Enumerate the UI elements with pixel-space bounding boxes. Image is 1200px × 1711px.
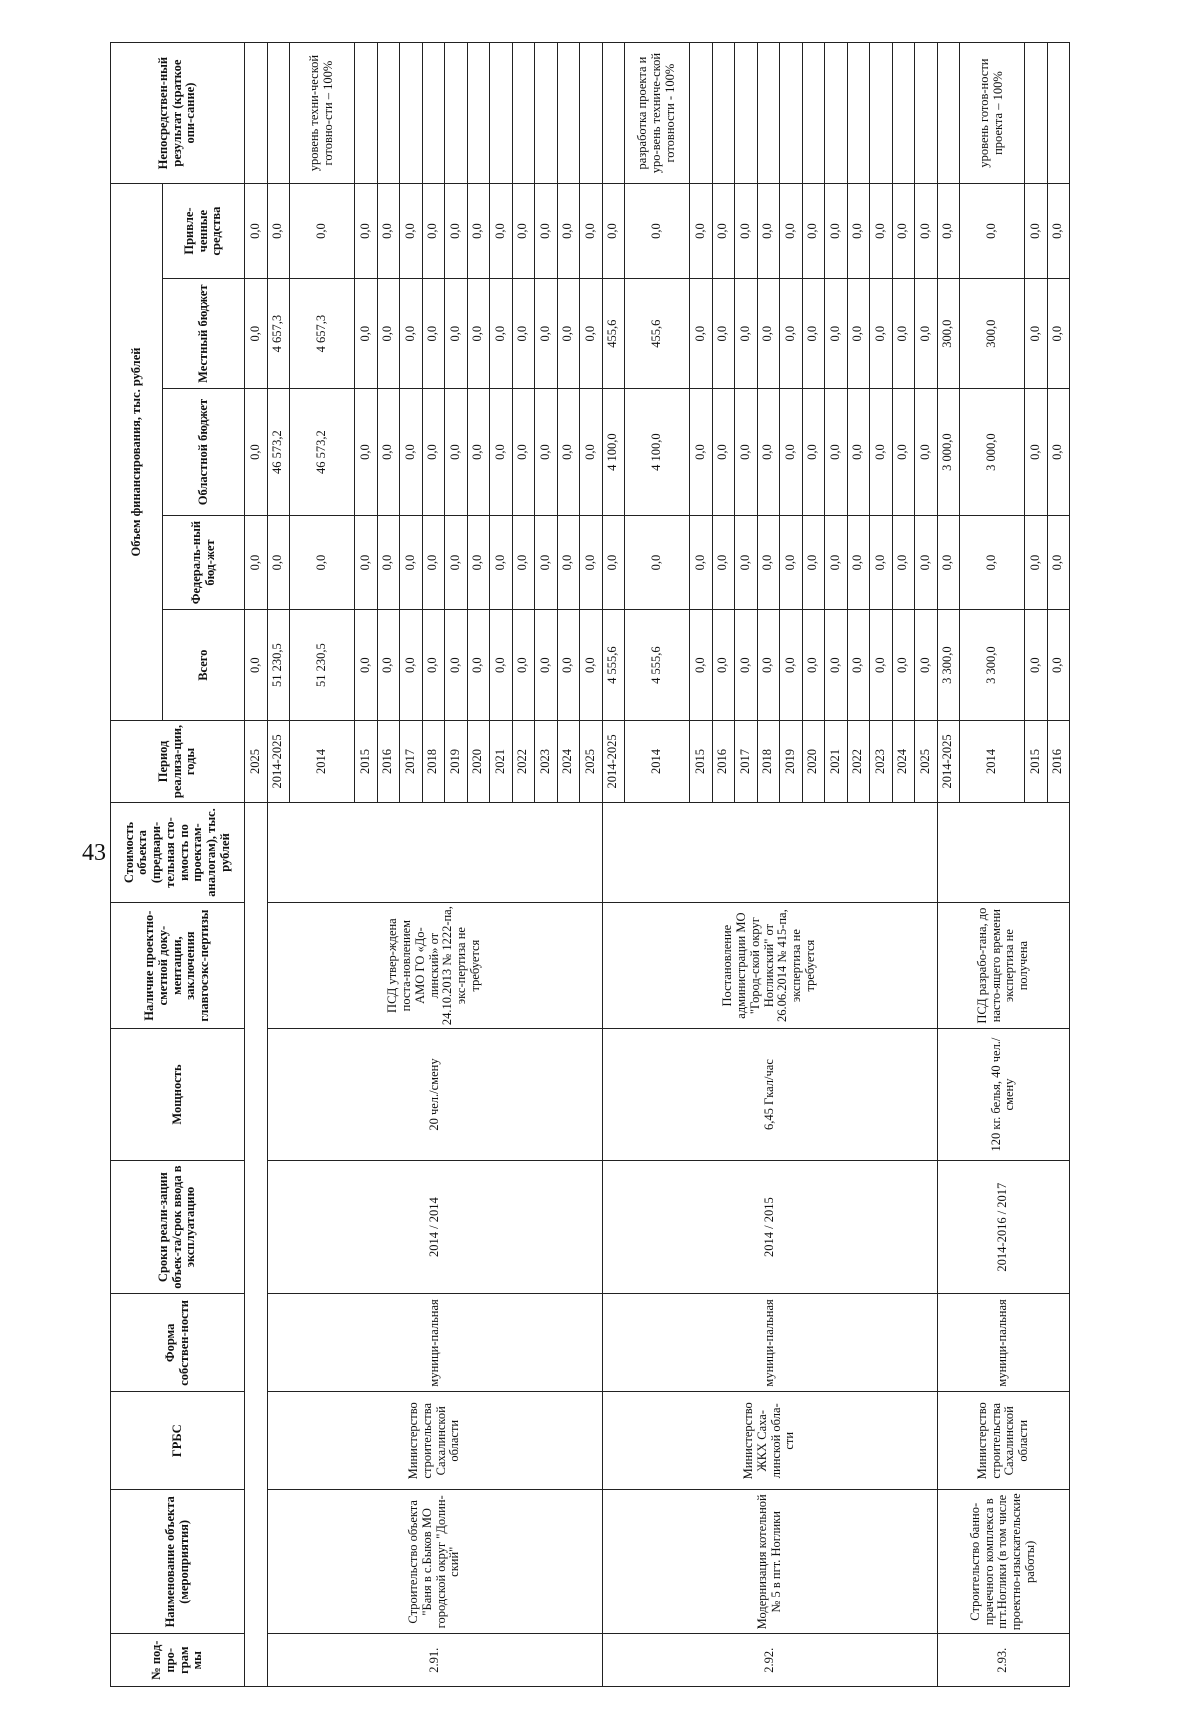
- cell-year: 2014-2025: [602, 720, 625, 802]
- cell-local: 0,0: [1047, 278, 1070, 389]
- cell-year: 2024: [557, 720, 580, 802]
- cell-local: 0,0: [892, 278, 915, 389]
- cell-attracted: 0,0: [445, 184, 468, 279]
- object-ownership: муници-пальная: [937, 1294, 1070, 1392]
- cell-attracted: 0,0: [780, 184, 803, 279]
- cell-federal: 0,0: [290, 515, 355, 610]
- object-name: Модернизация котельной № 5 в пгт. Ноглики: [602, 1490, 937, 1634]
- header-total: Всего: [163, 610, 245, 721]
- cell-federal: 0,0: [847, 515, 870, 610]
- cell-regional: 0,0: [535, 389, 558, 515]
- cell-local: 455,6: [602, 278, 625, 389]
- cell-attracted: 0,0: [422, 184, 445, 279]
- cell-year: 2014: [290, 720, 355, 802]
- cell-total: 0,0: [355, 610, 378, 721]
- object-name: Строительство банно-прачечного комплекса в пгт.Ноглики (в том числе проектно-изыскательские работы): [937, 1490, 1070, 1634]
- cell-regional: 0,0: [1025, 389, 1048, 515]
- header-terms: Сроки реали-зации объек-та/срок ввода в эксплуатацию: [111, 1160, 245, 1294]
- cell-local: 0,0: [400, 278, 423, 389]
- cell-total: 0,0: [690, 610, 713, 721]
- cell-federal: 0,0: [892, 515, 915, 610]
- cell-regional: 4 100,0: [625, 389, 690, 515]
- cell-federal: 0,0: [937, 515, 960, 610]
- cell-attracted: 0,0: [915, 184, 938, 279]
- cell-year: 2014: [625, 720, 690, 802]
- table-cell: [467, 43, 490, 184]
- cell-regional: 0,0: [735, 389, 758, 515]
- header-ownership: Форма собствен-ности: [111, 1294, 245, 1392]
- cell-local: 0,0: [757, 278, 780, 389]
- cell-regional: 0,0: [892, 389, 915, 515]
- header-period: Период реализа-ции, годы: [111, 720, 245, 802]
- cell-total: 0,0: [712, 610, 735, 721]
- cell-year: 2025: [580, 720, 603, 802]
- cell-regional: 0,0: [825, 389, 848, 515]
- cell-federal: 0,0: [915, 515, 938, 610]
- cell-federal: 0,0: [490, 515, 513, 610]
- cell-regional: 0,0: [690, 389, 713, 515]
- table-cell: [245, 43, 268, 184]
- cell-local: 0,0: [690, 278, 713, 389]
- cell-year: 2022: [847, 720, 870, 802]
- cell-regional: 46 573,2: [267, 389, 290, 515]
- cell-federal: 0,0: [602, 515, 625, 610]
- object-name: Строительство объекта "Баня в с.Быков МО городской округ "Долин-ский": [267, 1490, 602, 1634]
- cell-year: 2023: [870, 720, 893, 802]
- page-number: 43: [82, 840, 106, 866]
- table-cell: [802, 43, 825, 184]
- cell-attracted: 0,0: [400, 184, 423, 279]
- cell-attracted: 0,0: [512, 184, 535, 279]
- header-psd: Наличие проектно-сметной доку-ментации, заключения главгосэкс-пертизы: [111, 902, 245, 1028]
- cell-year: 2021: [825, 720, 848, 802]
- cell-local: 0,0: [825, 278, 848, 389]
- cell-total: 0,0: [825, 610, 848, 721]
- cell-year: 2023: [535, 720, 558, 802]
- cell-year: 2021: [490, 720, 513, 802]
- cell-regional: 46 573,2: [290, 389, 355, 515]
- object-psd: Постановление администрации МО "Город-ской округ Ногликский" от 26.06.2014 № 415-па, экспертиза не требуется: [602, 902, 937, 1028]
- table-cell: [512, 43, 535, 184]
- cell-attracted: 0,0: [802, 184, 825, 279]
- cell-regional: 0,0: [377, 389, 400, 515]
- cell-regional: 0,0: [512, 389, 535, 515]
- cell-total: 0,0: [892, 610, 915, 721]
- cell-total: 0,0: [580, 610, 603, 721]
- object-capacity: 6,45 Гкал/час: [602, 1029, 937, 1161]
- object-psd: ПСД утвер-ждена поста-новлением АМО ГО «До-линский» от 24.10.2013 № 1222-па, экс-пертиза не требуется: [267, 902, 602, 1028]
- cell-federal: 0,0: [580, 515, 603, 610]
- header-num: № под-про-грам мы: [111, 1634, 245, 1687]
- cell-local: 455,6: [625, 278, 690, 389]
- object-psd: ПСД разрабо-тана, до насто-ящего времени экспертиза не получена: [937, 902, 1070, 1028]
- cell-attracted: 0,0: [690, 184, 713, 279]
- cell-year: 2022: [512, 720, 535, 802]
- cell-attracted: 0,0: [825, 184, 848, 279]
- cell-attracted: 0,0: [267, 184, 290, 279]
- cell-federal: 0,0: [422, 515, 445, 610]
- cell-federal: 0,0: [960, 515, 1025, 610]
- cell-regional: 0,0: [780, 389, 803, 515]
- cell-regional: 0,0: [490, 389, 513, 515]
- cell-attracted: 0,0: [870, 184, 893, 279]
- cell-regional: 0,0: [422, 389, 445, 515]
- cell-year: 2025: [915, 720, 938, 802]
- cell-federal: 0,0: [802, 515, 825, 610]
- header-attracted: Привле-ченные средства: [163, 184, 245, 279]
- cell-attracted: 0,0: [847, 184, 870, 279]
- cell-attracted: 0,0: [960, 184, 1025, 279]
- cell-federal: 0,0: [267, 515, 290, 610]
- cell-regional: 0,0: [870, 389, 893, 515]
- cell-local: 0,0: [422, 278, 445, 389]
- table-cell: [377, 43, 400, 184]
- table-cell: [245, 803, 268, 1687]
- cell-year: 2014: [960, 720, 1025, 802]
- table-cell: [557, 43, 580, 184]
- cell-year: 2016: [377, 720, 400, 802]
- cell-attracted: 0,0: [602, 184, 625, 279]
- cell-total: 0,0: [802, 610, 825, 721]
- object-cost: [602, 803, 937, 903]
- table-cell: [870, 43, 893, 184]
- object-number: 2.92.: [602, 1634, 937, 1687]
- cell-total: 0,0: [1025, 610, 1048, 721]
- cell-federal: 0,0: [825, 515, 848, 610]
- header-regional: Областной бюджет: [163, 389, 245, 515]
- cell-local: 0,0: [535, 278, 558, 389]
- object-terms: 2014 / 2014: [267, 1160, 602, 1294]
- cell-attracted: 0,0: [355, 184, 378, 279]
- cell-attracted: 0,0: [245, 184, 268, 279]
- object-grbs: Министерство строительства Сахалинской области: [267, 1392, 602, 1490]
- cell-local: 0,0: [1025, 278, 1048, 389]
- table-wrapper: [110, 42, 1070, 1687]
- cell-regional: 0,0: [467, 389, 490, 515]
- cell-attracted: 0,0: [712, 184, 735, 279]
- cell-year: 2016: [1047, 720, 1070, 802]
- object-number: 2.91.: [267, 1634, 602, 1687]
- cell-federal: 0,0: [557, 515, 580, 610]
- cell-year: 2017: [400, 720, 423, 802]
- cell-total: 0,0: [512, 610, 535, 721]
- cell-total: 4 555,6: [602, 610, 625, 721]
- cell-year: 2018: [757, 720, 780, 802]
- cell-total: 0,0: [915, 610, 938, 721]
- cell-year: 2017: [735, 720, 758, 802]
- cell-total: 0,0: [535, 610, 558, 721]
- cell-local: 0,0: [445, 278, 468, 389]
- cell-regional: 0,0: [580, 389, 603, 515]
- cell-year: 2016: [712, 720, 735, 802]
- cell-local: 0,0: [847, 278, 870, 389]
- cell-local: 0,0: [245, 278, 268, 389]
- cell-federal: 0,0: [870, 515, 893, 610]
- cell-regional: 0,0: [400, 389, 423, 515]
- cell-regional: 0,0: [557, 389, 580, 515]
- cell-regional: 4 100,0: [602, 389, 625, 515]
- table-row: [937, 43, 960, 1687]
- table-cell: [892, 43, 915, 184]
- cell-federal: 0,0: [400, 515, 423, 610]
- cell-total: 0,0: [245, 610, 268, 721]
- object-ownership: муници-пальная: [602, 1294, 937, 1392]
- cell-local: 0,0: [870, 278, 893, 389]
- cell-federal: 0,0: [245, 515, 268, 610]
- cell-year: 2014-2025: [937, 720, 960, 802]
- cell-year: 2018: [422, 720, 445, 802]
- cell-regional: 3 000,0: [937, 389, 960, 515]
- cell-attracted: 0,0: [290, 184, 355, 279]
- table-cell: [355, 43, 378, 184]
- cell-regional: 0,0: [847, 389, 870, 515]
- cell-federal: 0,0: [1025, 515, 1048, 610]
- cell-local: 300,0: [960, 278, 1025, 389]
- table-cell: [937, 43, 960, 184]
- cell-local: 0,0: [490, 278, 513, 389]
- cell-attracted: 0,0: [1025, 184, 1048, 279]
- table-cell: [445, 43, 468, 184]
- cell-attracted: 0,0: [625, 184, 690, 279]
- cell-regional: 0,0: [245, 389, 268, 515]
- cell-total: 0,0: [780, 610, 803, 721]
- cell-local: 0,0: [915, 278, 938, 389]
- cell-local: 4 657,3: [267, 278, 290, 389]
- cell-federal: 0,0: [467, 515, 490, 610]
- cell-federal: 0,0: [735, 515, 758, 610]
- cell-year: 2019: [780, 720, 803, 802]
- cell-year: 2024: [892, 720, 915, 802]
- table-row: [602, 43, 625, 1687]
- cell-year: 2015: [1025, 720, 1048, 802]
- table-cell: [535, 43, 558, 184]
- cell-federal: 0,0: [512, 515, 535, 610]
- table-row: [267, 43, 290, 1687]
- cell-local: 300,0: [937, 278, 960, 389]
- cell-attracted: 0,0: [937, 184, 960, 279]
- cell-attracted: 0,0: [557, 184, 580, 279]
- header-funding: Объем финансирования, тыс. рублей: [111, 184, 163, 721]
- cell-regional: 0,0: [445, 389, 468, 515]
- cell-total: 0,0: [400, 610, 423, 721]
- cell-federal: 0,0: [1047, 515, 1070, 610]
- cell-year: 2019: [445, 720, 468, 802]
- cell-local: 0,0: [735, 278, 758, 389]
- cell-regional: 0,0: [915, 389, 938, 515]
- object-terms: 2014-2016 / 2017: [937, 1160, 1070, 1294]
- cell-year: 2025: [245, 720, 268, 802]
- table-cell: [602, 43, 625, 184]
- cell-attracted: 0,0: [1047, 184, 1070, 279]
- cell-total: 0,0: [735, 610, 758, 721]
- cell-attracted: 0,0: [490, 184, 513, 279]
- cell-local: 0,0: [377, 278, 400, 389]
- cell-federal: 0,0: [625, 515, 690, 610]
- header-cost: Стоимость объекта (предвари-тельная сто-имость по проектам-аналогам), тыс. рублей: [111, 803, 245, 903]
- cell-total: 51 230,5: [267, 610, 290, 721]
- table-cell: [1025, 43, 1048, 184]
- cell-federal: 0,0: [377, 515, 400, 610]
- object-terms: 2014 / 2015: [602, 1160, 937, 1294]
- cell-attracted: 0,0: [580, 184, 603, 279]
- cell-total: 0,0: [1047, 610, 1070, 721]
- cell-federal: 0,0: [757, 515, 780, 610]
- table-cell: [267, 43, 290, 184]
- table-cell: [422, 43, 445, 184]
- cell-local: 4 657,3: [290, 278, 355, 389]
- cell-federal: 0,0: [355, 515, 378, 610]
- table-cell: [400, 43, 423, 184]
- cell-local: 0,0: [512, 278, 535, 389]
- object-result: разработка проекта и уро-вень техниче-ской готовности - 100%: [625, 43, 690, 184]
- object-capacity: 20 чел./смену: [267, 1029, 602, 1161]
- cell-federal: 0,0: [712, 515, 735, 610]
- table-cell: [735, 43, 758, 184]
- cell-regional: 0,0: [1047, 389, 1070, 515]
- cell-regional: 0,0: [355, 389, 378, 515]
- table-cell: [490, 43, 513, 184]
- cell-total: 0,0: [422, 610, 445, 721]
- table-cell: [580, 43, 603, 184]
- cell-total: 4 555,6: [625, 610, 690, 721]
- cell-year: 2015: [355, 720, 378, 802]
- table-cell: [690, 43, 713, 184]
- cell-local: 0,0: [780, 278, 803, 389]
- cell-attracted: 0,0: [467, 184, 490, 279]
- object-ownership: муници-пальная: [267, 1294, 602, 1392]
- cell-year: 2020: [467, 720, 490, 802]
- header-result: Непосредствен-ный результат (краткое опи-сание): [111, 43, 245, 184]
- cell-total: 3 300,0: [960, 610, 1025, 721]
- cell-local: 0,0: [580, 278, 603, 389]
- object-result: уровень готов-ности проекта – 100%: [960, 43, 1025, 184]
- cell-federal: 0,0: [535, 515, 558, 610]
- cell-local: 0,0: [355, 278, 378, 389]
- cell-total: 0,0: [870, 610, 893, 721]
- cell-federal: 0,0: [690, 515, 713, 610]
- cell-local: 0,0: [557, 278, 580, 389]
- cell-total: 0,0: [467, 610, 490, 721]
- table-cell: [1047, 43, 1070, 184]
- table-cell: [915, 43, 938, 184]
- table-cell: [780, 43, 803, 184]
- object-number: 2.93.: [937, 1634, 1070, 1687]
- object-capacity: 120 кг. белья, 40 чел./смену: [937, 1029, 1070, 1161]
- object-cost: [267, 803, 602, 903]
- table-cell: [757, 43, 780, 184]
- cell-attracted: 0,0: [892, 184, 915, 279]
- header-grbs: ГРБС: [111, 1392, 245, 1490]
- table-cell: [825, 43, 848, 184]
- header-name: Наименование объекта (мероприятия): [111, 1490, 245, 1634]
- header-local: Местный бюджет: [163, 278, 245, 389]
- cell-attracted: 0,0: [377, 184, 400, 279]
- cell-total: 0,0: [490, 610, 513, 721]
- table-body: [245, 43, 1070, 1687]
- cell-local: 0,0: [802, 278, 825, 389]
- object-cost: [937, 803, 1070, 903]
- cell-total: 51 230,5: [290, 610, 355, 721]
- header-federal: Федераль-ный бюд-жет: [163, 515, 245, 610]
- cell-regional: 3 000,0: [960, 389, 1025, 515]
- header-capacity: Мощность: [111, 1029, 245, 1161]
- table-row: [245, 43, 268, 1687]
- cell-federal: 0,0: [780, 515, 803, 610]
- table-cell: [712, 43, 735, 184]
- table-cell: [847, 43, 870, 184]
- cell-attracted: 0,0: [735, 184, 758, 279]
- cell-attracted: 0,0: [757, 184, 780, 279]
- cell-local: 0,0: [467, 278, 490, 389]
- cell-total: 0,0: [847, 610, 870, 721]
- cell-total: 3 300,0: [937, 610, 960, 721]
- cell-total: 0,0: [757, 610, 780, 721]
- cell-total: 0,0: [377, 610, 400, 721]
- cell-regional: 0,0: [712, 389, 735, 515]
- object-grbs: Министерство строительства Сахалинской области: [937, 1392, 1070, 1490]
- cell-attracted: 0,0: [535, 184, 558, 279]
- cell-total: 0,0: [557, 610, 580, 721]
- object-grbs: Министерство ЖКХ Саха-линской обла-сти: [602, 1392, 937, 1490]
- cell-regional: 0,0: [757, 389, 780, 515]
- object-result: уровень техни-ческой готовно-сти – 100%: [290, 43, 355, 184]
- financing-table: [110, 42, 1070, 1687]
- cell-local: 0,0: [712, 278, 735, 389]
- cell-total: 0,0: [445, 610, 468, 721]
- cell-federal: 0,0: [445, 515, 468, 610]
- cell-year: 2020: [802, 720, 825, 802]
- cell-year: 2015: [690, 720, 713, 802]
- cell-regional: 0,0: [802, 389, 825, 515]
- cell-year: 2014-2025: [267, 720, 290, 802]
